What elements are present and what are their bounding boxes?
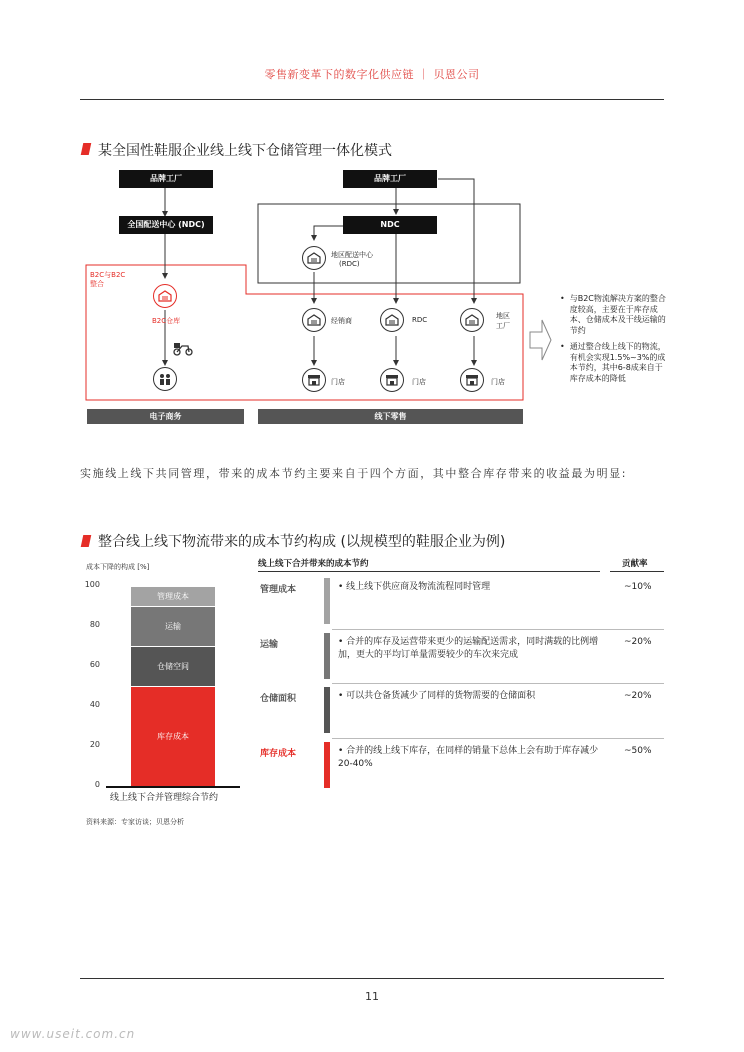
row-contribution: ~10% [624, 582, 652, 592]
stacked-bar [131, 586, 215, 786]
bar-segment-label: 运输 [165, 622, 181, 631]
store-label-1: 门店 [331, 378, 345, 386]
row-contribution: ~20% [624, 691, 652, 701]
note-text-1: 与B2C物流解决方案的整合度较高，主要在于库存成本、仓储成本及干线运输的节约 [569, 294, 666, 335]
table-header-rule [258, 571, 600, 572]
scooter-icon [172, 340, 194, 360]
warehouse-icon [302, 246, 326, 270]
brand-factory-right: 品牌工厂 [343, 170, 437, 188]
x-axis-line [106, 786, 240, 788]
b2c-warehouse-icon [153, 284, 177, 308]
bar-segment-label: 库存成本 [157, 732, 189, 741]
source-note: 资料来源：专家访谈；贝恩分析 [86, 818, 184, 826]
table-header-left: 线上线下合并带来的成本节约 [258, 559, 369, 569]
offline-retail-bar: 线下零售 [258, 409, 523, 424]
row-category: 仓储面积 [260, 694, 297, 704]
bar-segment-label: 管理成本 [157, 592, 189, 601]
store-label-2: 门店 [412, 378, 426, 386]
row-accent-bar [324, 578, 330, 624]
bar-segment [131, 647, 215, 686]
ndc-box: NDC [343, 216, 437, 234]
section-marker [81, 143, 92, 155]
section-marker [81, 535, 92, 547]
dealer-label: 经销商 [331, 317, 352, 325]
note-item: • 与B2C物流解决方案的整合度较高，主要在于库存成本、仓储成本及干线运输的节约 [560, 294, 670, 336]
row-separator [332, 629, 664, 630]
row-separator [332, 683, 664, 684]
table-header-right: 贡献率 [622, 559, 648, 569]
y-tick-label: 20 [89, 740, 100, 749]
page-number: 11 [365, 990, 379, 1003]
store-icon [460, 368, 484, 392]
note-text-2: 通过整合线上线下的物流，有机会实现1.5%~3%的成本节约，其中6-8成来自于库存成本的降低 [569, 342, 666, 383]
note-item: • 通过整合线上线下的物流，有机会实现1.5%~3%的成本节约，其中6-8成来自于库存成本的降低 [560, 342, 670, 384]
diagram-title: 某全国性鞋服企业线上线下仓储管理一体化模式 [98, 143, 392, 159]
chart-section-title: 整合线上线下物流带来的成本节约构成 (以规模型的鞋服企业为例) [98, 534, 506, 550]
region-factory-label: 地区 [496, 312, 510, 320]
y-tick-label: 0 [94, 780, 100, 789]
y-tick-label: 60 [89, 660, 100, 669]
page-header: 零售新变革下的数字化供应链 ｜ 贝恩公司 [264, 68, 480, 81]
watermark: www.useit.com.cn [10, 1027, 136, 1041]
row-category: 库存成本 [260, 749, 297, 759]
rdc-label: 地区配送中心 [331, 251, 373, 259]
row-separator [332, 738, 664, 739]
y-tick-label: 80 [89, 620, 100, 629]
y-tick-label: 100 [84, 580, 100, 589]
region-factory-label-sub: 工厂 [496, 322, 510, 330]
y-tick-label: 40 [89, 700, 100, 709]
row-description: • 合并的线上线下库存，在同样的销量下总体上会有助于库存减少20-40% [338, 746, 599, 769]
row-accent-bar [324, 742, 330, 788]
rdc-node-label: RDC [412, 316, 428, 324]
row-contribution: ~50% [624, 746, 652, 756]
store-icon [302, 368, 326, 392]
row-description: • 线上线下供应商及物流流程同时管理 [338, 582, 491, 592]
body-paragraph: 实施线上线下共同管理，带来的成本节约主要来自于四个方面，其中整合库存带来的收益最为明显: [80, 467, 628, 480]
footer-rule [80, 978, 664, 979]
store-icon [380, 368, 404, 392]
row-contribution: ~20% [624, 637, 652, 647]
diagram-notes [560, 294, 670, 384]
region-factory-icon [460, 308, 484, 332]
integration-label-sub: 整合 [90, 280, 104, 288]
row-accent-bar [324, 687, 330, 733]
customer-icon [153, 367, 177, 391]
bar-segment [131, 687, 215, 786]
ecommerce-bar: 电子商务 [87, 409, 244, 424]
row-category: 运输 [260, 640, 279, 650]
row-accent-bar [324, 633, 330, 679]
rdc-label-sub: (RDC) [339, 260, 360, 268]
chart-ylabel: 成本下降的构成 [%] [86, 563, 150, 571]
brand-factory-left: 品牌工厂 [119, 170, 213, 188]
bar-segment [131, 587, 215, 606]
store-label-3: 门店 [491, 378, 505, 386]
b2c-warehouse-label: B2C仓库 [152, 317, 181, 325]
bar-segment [131, 607, 215, 646]
row-description: • 合并的库存及运营带来更少的运输配送需求，同时满载的比例增加，更大的平均订单量需要较少的车次来完成 [338, 637, 599, 660]
header-rule [80, 99, 664, 100]
x-category-label: 线上线下合并管理综合节约 [110, 793, 219, 803]
national-distribution-center: 全国配送中心 (NDC) [119, 216, 213, 234]
row-description: • 可以共仓备货减少了同样的货物需要的仓储面积 [338, 691, 536, 701]
dealer-icon [302, 308, 326, 332]
bar-segment-label: 仓储空间 [157, 662, 189, 671]
row-category: 管理成本 [260, 585, 297, 595]
integration-label: B2C与B2C [90, 271, 126, 279]
table-header-rule [610, 571, 664, 572]
rdc-icon [380, 308, 404, 332]
